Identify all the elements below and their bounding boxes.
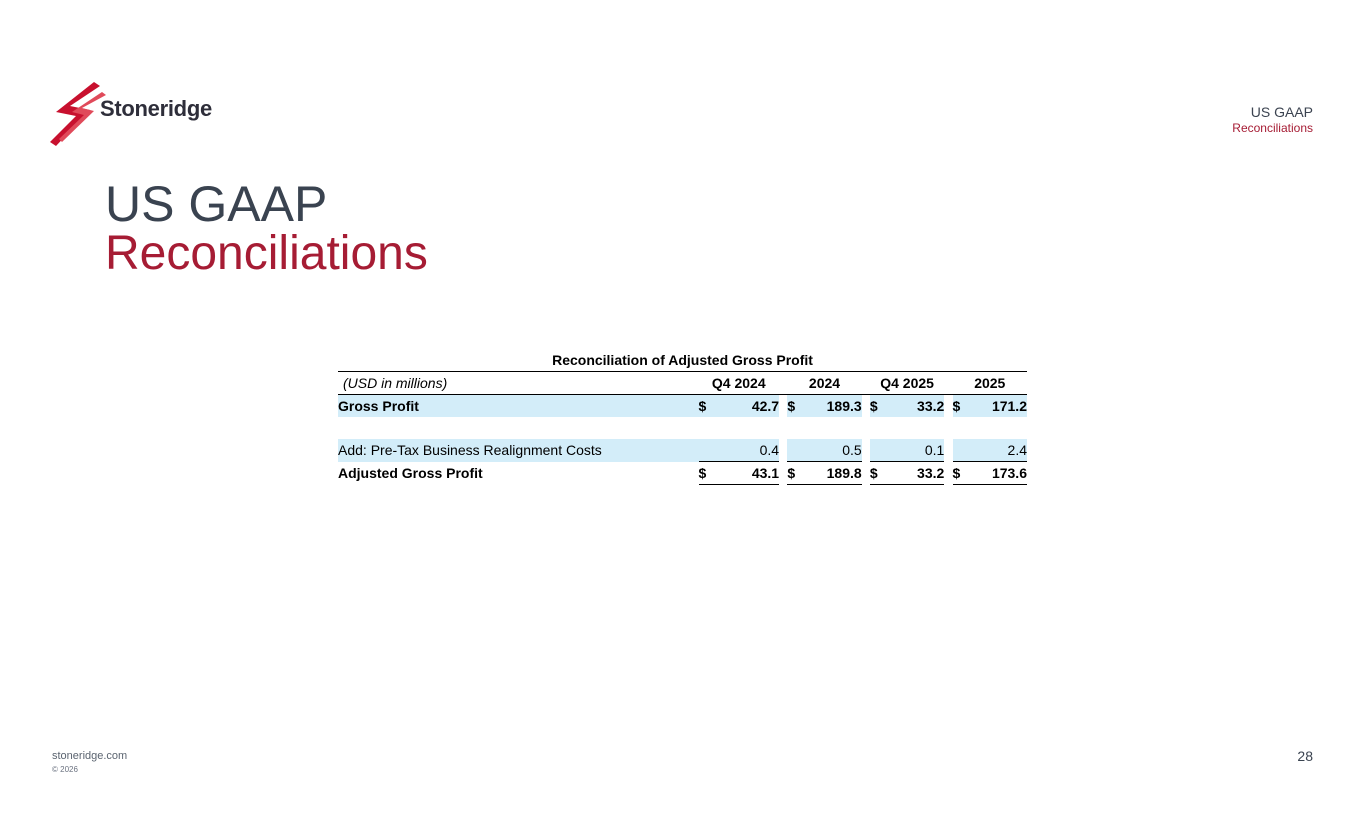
- page-title-line1: US GAAP: [105, 176, 328, 232]
- currency-symbol: $: [953, 395, 967, 418]
- row-label: Gross Profit: [338, 395, 699, 418]
- cell-value: 33.2: [884, 462, 944, 485]
- column-header: Q4 2025: [870, 372, 944, 395]
- unit-label: (USD in millions): [338, 372, 699, 395]
- currency-symbol: $: [870, 395, 884, 418]
- column-header: Q4 2024: [699, 372, 780, 395]
- spacer-row: [338, 417, 1027, 439]
- table-caption: Reconciliation of Adjusted Gross Profit: [338, 349, 1027, 372]
- cell-value: 173.6: [967, 462, 1027, 485]
- row-label: Adjusted Gross Profit: [338, 465, 483, 481]
- column-header: 2025: [953, 372, 1027, 395]
- currency-symbol: $: [953, 462, 967, 485]
- table-row: [338, 439, 1027, 462]
- cell-value: 43.1: [713, 462, 779, 485]
- page-title-line2: Reconciliations: [105, 227, 428, 280]
- website-link[interactable]: stoneridge.com: [52, 750, 128, 762]
- section-label-line2: Reconciliations: [1232, 121, 1313, 135]
- page-number: 28: [1297, 748, 1313, 764]
- brand-name: Stoneridge: [100, 96, 212, 121]
- currency-symbol: $: [787, 395, 801, 418]
- footer: [52, 750, 127, 776]
- table-row: [338, 395, 1027, 418]
- currency-symbol: $: [870, 462, 884, 485]
- reconciliation-table: [338, 349, 1027, 485]
- currency-symbol: $: [699, 462, 713, 485]
- cell-value: 2.4: [967, 439, 1027, 462]
- cell-value: 189.3: [802, 395, 862, 418]
- table-header-row: [338, 372, 1027, 395]
- copyright: © 2026: [52, 765, 78, 774]
- section-label-line1: US GAAP: [1250, 104, 1313, 120]
- cell-value: 33.2: [884, 395, 944, 418]
- table-caption-row: [338, 349, 1027, 372]
- cell-value: 171.2: [967, 395, 1027, 418]
- table-row: [338, 462, 1027, 485]
- row-label: Add: Pre-Tax Business Realignment Costs: [338, 439, 699, 462]
- section-label: [1232, 104, 1313, 136]
- cell-value: 42.7: [713, 395, 779, 418]
- cell-value: 0.1: [884, 439, 944, 462]
- currency-symbol: $: [787, 462, 801, 485]
- cell-value: 189.8: [802, 462, 862, 485]
- cell-value: 0.4: [713, 439, 779, 462]
- currency-symbol: $: [699, 395, 713, 418]
- column-header: 2024: [787, 372, 861, 395]
- page-title: [105, 178, 428, 278]
- cell-value: 0.5: [802, 439, 862, 462]
